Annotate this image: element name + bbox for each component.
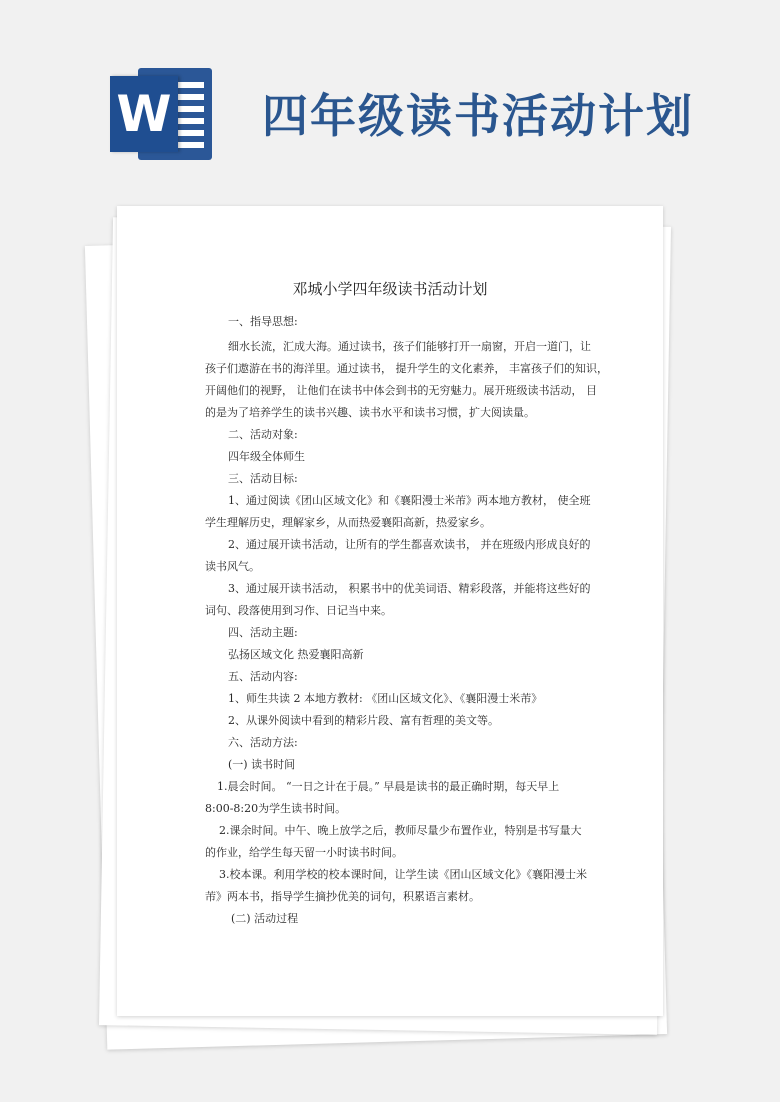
paragraph-line: 1、师生共读 2 本地方教材: 《团山区域文化》、《襄阳漫士米芾》 <box>228 692 543 705</box>
paragraph-line: 2、从课外阅读中看到的精彩片段、富有哲理的美文等。 <box>228 714 499 727</box>
paragraph-line: 3、通过展开读书活动， 积累书中的优美词语、精彩段落，并能将这些好的 <box>228 582 591 595</box>
paragraph-line: 3.校本课。利用学校的校本课时间，让学生读《团山区域文化》《襄阳漫士米 <box>219 868 587 881</box>
banner <box>0 0 780 190</box>
paragraph-line: 2.课余时间。中午、晚上放学之后，教师尽量少布置作业，特别是书写量大 <box>219 824 582 837</box>
paragraph-line: 1、通过阅读《团山区域文化》和《襄阳漫士米芾》两本地方教材， 使全班 <box>228 494 591 507</box>
banner-title: 四年级读书活动计划 <box>262 89 694 143</box>
paragraph-line: 学生理解历史，理解家乡，从而热爱襄阳高新，热爱家乡。 <box>205 516 491 529</box>
paragraph-line: 的作业，给学生每天留一小时读书时间。 <box>205 846 403 859</box>
subsection-heading: (一) 读书时间 <box>228 758 296 771</box>
document-body <box>205 311 607 930</box>
paragraph-line: 8:00-8:20为学生读书时间。 <box>205 802 347 815</box>
section-heading: 一、指导思想: <box>228 315 298 328</box>
section-heading: 三、活动目标: <box>228 472 298 485</box>
paragraph-line: 词句、段落使用到习作、日记当中来。 <box>205 604 392 617</box>
section-heading: 四、活动主题: <box>228 626 298 639</box>
document-title: 邓城小学四年级读书活动计划 <box>292 280 488 298</box>
word-doc-icon <box>110 68 220 160</box>
section-heading: 六、活动方法: <box>228 736 298 749</box>
paragraph-line: 孩子们遨游在书的海洋里。通过读书， 提升学生的文化素养， 丰富孩子们的知识， <box>205 362 608 375</box>
paragraph-line: 细水长流，汇成大海。通过读书，孩子们能够打开一扇窗，开启一道门，让 <box>228 340 591 353</box>
paragraph-line: 开阔他们的视野， 让他们在读书中体会到书的无穷魅力。展开班级读书活动， 目 <box>205 384 597 397</box>
section-heading: 二、活动对象: <box>228 428 298 441</box>
section-heading: 五、活动内容: <box>228 670 298 683</box>
paragraph-line: 四年级全体师生 <box>228 450 305 463</box>
paragraph-line: 弘扬区域文化 热爱襄阳高新 <box>228 648 364 661</box>
paragraph-line: 芾》两本书，指导学生摘抄优美的词句，积累语言素材。 <box>205 890 480 903</box>
paragraph-line: 的是为了培养学生的读书兴趣、读书水平和读书习惯，扩大阅读量。 <box>205 406 535 419</box>
subsection-heading: (二) 活动过程 <box>231 912 299 925</box>
document-page <box>117 206 663 1016</box>
word-icon-letter: W <box>110 76 178 152</box>
paragraph-line: 1.晨会时间。 “一日之计在于晨。” 早晨是读书的最正确时期，每天早上 <box>217 780 560 793</box>
paragraph-line: 2、通过展开读书活动，让所有的学生都喜欢读书， 并在班级内形成良好的 <box>228 538 591 551</box>
paragraph-line: 读书风气。 <box>205 560 260 573</box>
